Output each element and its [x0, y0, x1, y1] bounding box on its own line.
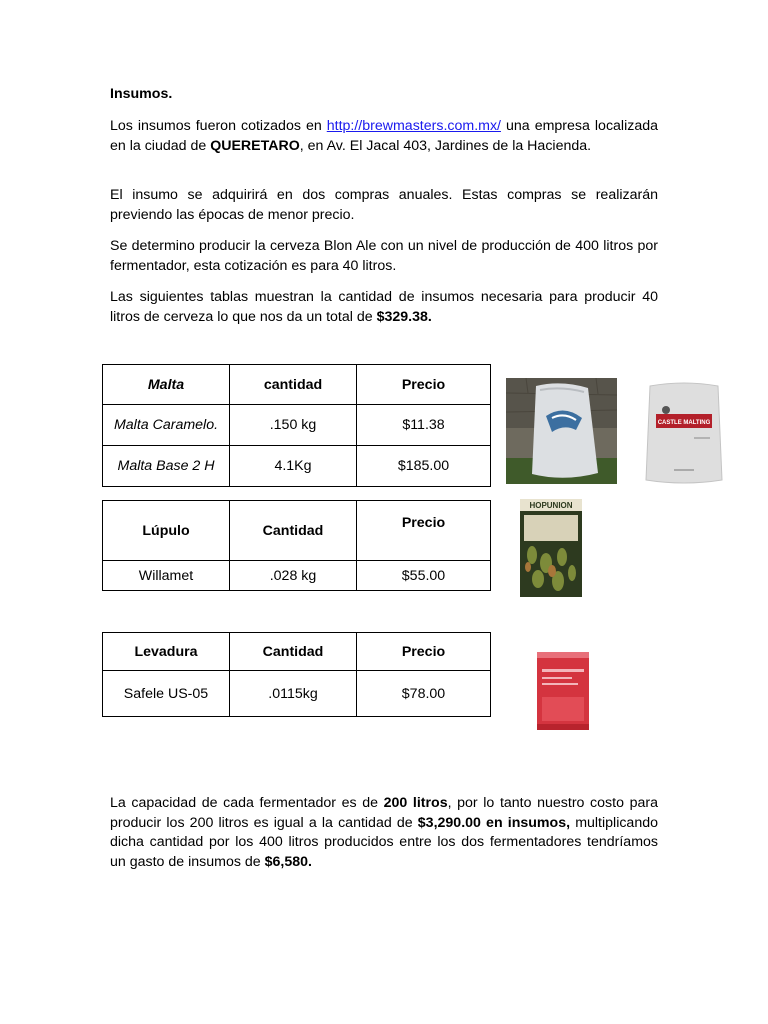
paragraph-text: multiplicando dicha cantidad por los 400 litros producidos entre los dos fermentadores tendríamos un gasto de insumos de [110, 814, 658, 870]
paragraph-text: Las siguientes tablas muestran la cantidad de insumos necesaria para producir 40 litros de cerveza lo que nos da un total de [110, 289, 658, 325]
paragraph-production: Se determino producir la cerveza Blon Ale con un nivel de producción de 400 litros por fermentador, esta cotización es para 40 litros. [110, 238, 658, 274]
hop-package-photo [518, 497, 584, 599]
table-cell: .028 kg [230, 561, 357, 591]
paragraph-fermenter-capacity [110, 794, 658, 872]
paragraph-supplier [110, 117, 658, 156]
table-row [103, 561, 491, 591]
table-cell: Malta Base 2 H [103, 446, 230, 487]
brewmasters-link[interactable]: http://brewmasters.com.mx/ [326, 118, 501, 134]
table-row [103, 405, 491, 446]
castle-malting-sack-photo [644, 380, 724, 486]
table-cell: .150 kg [230, 405, 357, 446]
table-header: Precio [357, 633, 491, 671]
table-header: Malta [103, 365, 230, 405]
table-header: Precio [357, 501, 491, 561]
table-cell: $55.00 [357, 561, 491, 591]
table-cell: $185.00 [357, 446, 491, 487]
table-cell: Safele US-05 [103, 671, 230, 717]
table-header: cantidad [230, 365, 357, 405]
table-cell: Willamet [103, 561, 230, 591]
table-cell: Malta Caramelo. [103, 405, 230, 446]
yeast-sachet-photo [534, 649, 592, 733]
table-header: Cantidad [230, 501, 357, 561]
lupulo-table [102, 500, 491, 591]
table-header: Levadura [103, 633, 230, 671]
table-cell: .0115kg [230, 671, 357, 717]
table-header: Cantidad [230, 633, 357, 671]
table-row [103, 446, 491, 487]
table-header: Lúpulo [103, 501, 230, 561]
city-name: QUERETARO [210, 137, 300, 154]
table-cell: $11.38 [357, 405, 491, 446]
capacity-value: 200 litros [383, 795, 448, 811]
paragraph-text: Los insumos fueron cotizados en [110, 118, 327, 134]
paragraph-purchases: El insumo se adquirirá en dos compras anuales. Estas compras se realizarán previendo las épocas de menor precio. [110, 187, 658, 223]
sack-brand-text: CASTLE MALTING [657, 420, 711, 426]
table-row [103, 671, 491, 717]
table-header: Precio [357, 365, 491, 405]
paragraph-text: una empresa localizada en la ciudad de [110, 118, 659, 154]
malt-sack-photo [506, 378, 617, 484]
total-cost: $329.38. [376, 308, 432, 325]
paragraph-text: , en Av. El Jacal 403, Jardines de la Hacienda. [299, 137, 592, 154]
paragraph-tables-intro [110, 288, 658, 327]
paragraph-text: La capacidad de cada fermentador es de [110, 795, 384, 811]
table-cell: 4.1Kg [230, 446, 357, 487]
cost-200l-value: $3,290.00 en insumos, [417, 814, 571, 831]
levadura-table [102, 632, 491, 717]
section-heading: Insumos. [110, 86, 173, 102]
table-cell: $78.00 [357, 671, 491, 717]
hop-brand-text: HOPUNION [529, 501, 573, 510]
paragraph-text: , por lo tanto nuestro costo para producir los 200 litros es igual a la cantidad de [110, 795, 658, 831]
malta-table [102, 364, 491, 487]
total-insumos-value: $6,580. [264, 853, 312, 870]
